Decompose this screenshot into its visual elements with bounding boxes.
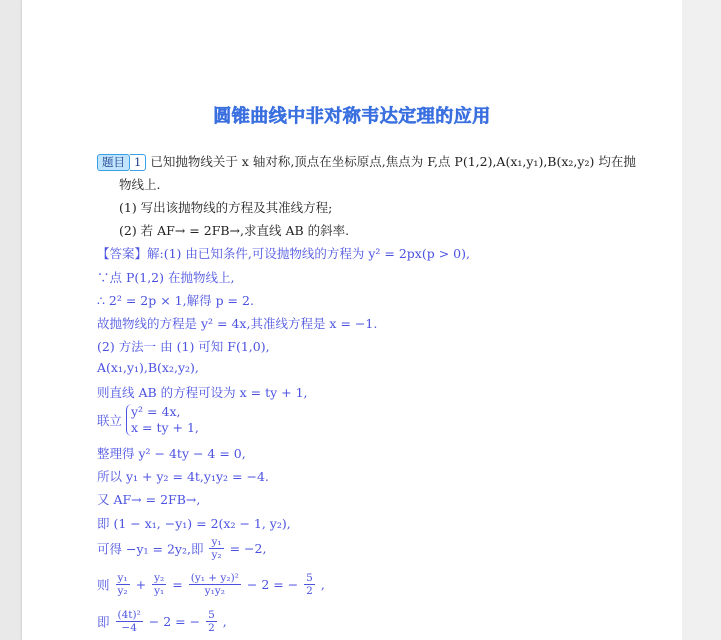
equation-system xyxy=(126,404,199,436)
line13-suffix: = −2, xyxy=(229,541,267,556)
solution-line-11: 又 AF→ = 2FB→, xyxy=(97,492,201,507)
fraction-denominator: y₂ xyxy=(211,549,222,561)
fraction-1 xyxy=(116,572,130,597)
solution-line-13 xyxy=(97,536,266,561)
solution-line-2: ∵点 P(1,2) 在抛物线上, xyxy=(97,270,235,285)
fraction-numerator: 5 xyxy=(306,572,313,584)
solution-line-1: 【答案】解:(1) 由已知条件,可设抛物线的方程为 y² = 2px(p > 0), xyxy=(97,246,470,261)
fraction-numerator: (4t)² xyxy=(117,609,141,621)
solution-line-7: 则直线 AB 的方程可设为 x = ty + 1, xyxy=(97,385,308,400)
question-2: (2) 若 AF→ = 2FB→,求直线 AB 的斜率. xyxy=(119,223,350,238)
fraction-numerator: y₁ xyxy=(117,572,128,584)
fraction-5 xyxy=(116,609,143,634)
line15-mid: − 2 = − xyxy=(148,614,201,629)
fraction-denominator: −4 xyxy=(121,622,137,634)
solution-line-4: 故抛物线的方程是 y² = 4x,其准线方程是 x = −1. xyxy=(97,316,378,331)
viewer-background xyxy=(682,0,721,640)
problem-number: 1 xyxy=(130,154,146,171)
problem-line-1 xyxy=(97,152,636,171)
fraction-y1-y2 xyxy=(209,536,223,561)
fraction-3 xyxy=(189,572,241,597)
fraction-numerator: y₁ xyxy=(211,536,222,548)
line14-prefix: 则 xyxy=(97,577,110,593)
equals-sign: = xyxy=(172,577,183,592)
plus-sign: + xyxy=(135,577,147,592)
fraction-denominator: 2 xyxy=(306,585,313,597)
solution-line-12: 即 (1 − x₁, −y₁) = 2(x₂ − 1, y₂), xyxy=(97,516,291,531)
solution-line-15 xyxy=(97,609,227,634)
fraction-numerator: y₂ xyxy=(154,572,165,584)
solution-line-6: A(x₁,y₁),B(x₂,y₂), xyxy=(97,360,199,375)
system-eq-2: x = ty + 1, xyxy=(131,420,199,435)
solution-line-10: 所以 y₁ + y₂ = 4t,y₁y₂ = −4. xyxy=(97,469,269,484)
line14-end: , xyxy=(320,577,325,592)
document-title: 圆锥曲线中非对称韦达定理的应用 xyxy=(213,106,491,127)
fraction-2 xyxy=(152,572,166,597)
fraction-denominator: y₁y₂ xyxy=(204,585,225,597)
problem-line-2: 物线上. xyxy=(119,177,161,192)
fraction-denominator: y₁ xyxy=(154,585,165,597)
solution-line-5: (2) 方法一 由 (1) 可知 F(1,0), xyxy=(97,339,270,354)
line13-prefix: 可得 −y₁ = 2y₂,即 xyxy=(97,541,204,557)
problem-text-1: 已知抛物线关于 x 轴对称,顶点在坐标原点,焦点为 F,点 P(1,2),A(x₁,y₁),B(x₂,y₂) 均在抛 xyxy=(150,154,636,169)
line15-prefix: 即 xyxy=(97,614,110,630)
fraction-denominator: 2 xyxy=(208,622,215,634)
solution-line-9: 整理得 y² − 4ty − 4 = 0, xyxy=(97,446,246,461)
line15-end: , xyxy=(222,614,227,629)
system-eq-1: y² = 4x, xyxy=(131,404,181,419)
solution-line-14 xyxy=(97,572,325,597)
fraction-numerator: 5 xyxy=(208,609,215,621)
solution-line-3: ∴ 2² = 2p × 1,解得 p = 2. xyxy=(97,293,254,308)
fraction-6 xyxy=(206,609,217,634)
fraction-4 xyxy=(304,572,315,597)
solution-system xyxy=(97,404,199,436)
problem-badge-label: 题目 xyxy=(97,154,130,171)
fraction-denominator: y₂ xyxy=(117,585,128,597)
line14-mid: − 2 = − xyxy=(246,577,299,592)
system-prefix: 联立 xyxy=(97,413,123,428)
problem-badge xyxy=(97,154,150,171)
question-1: (1) 写出该抛物线的方程及其准线方程; xyxy=(119,200,333,215)
fraction-numerator: (y₁ + y₂)² xyxy=(190,572,239,584)
document-page xyxy=(22,0,682,640)
